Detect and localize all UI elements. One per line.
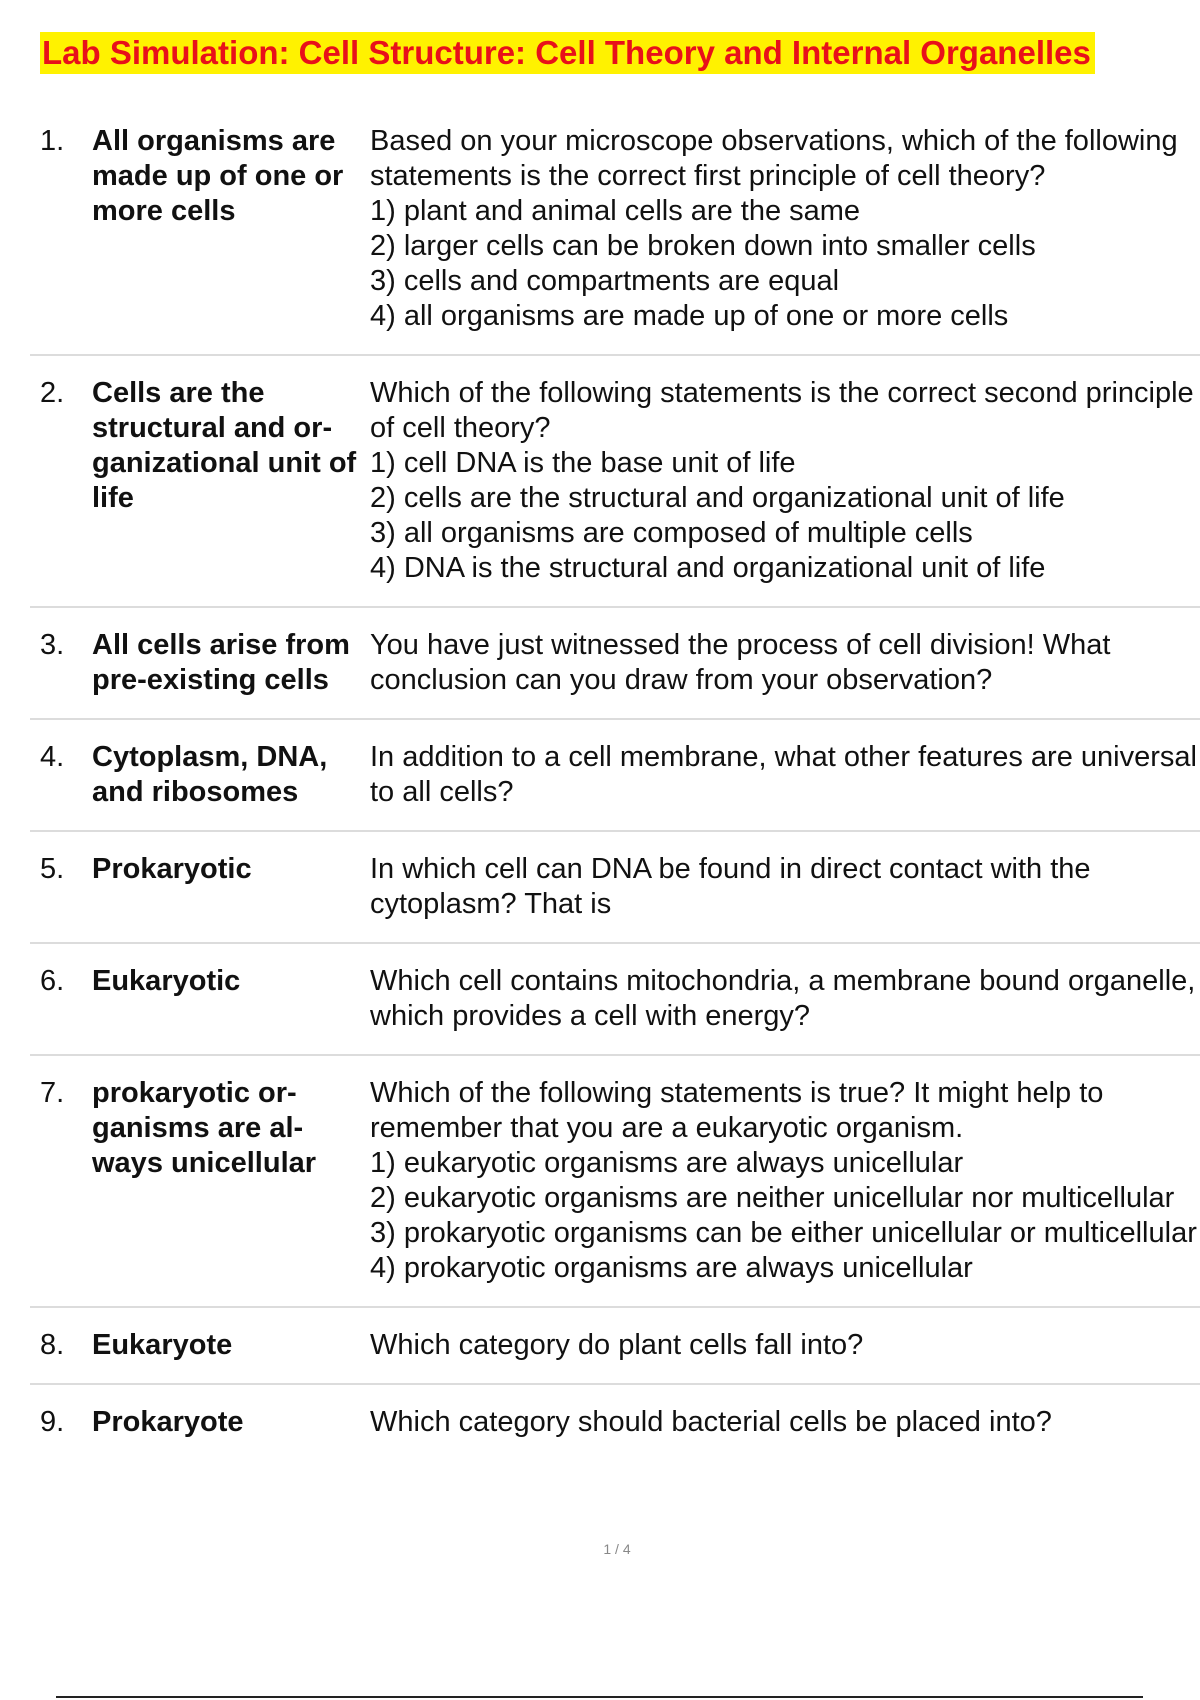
qa-item-5 — [30, 852, 1200, 944]
question-text: In addition to a cell membrane, what other features are universal to all cells? — [370, 741, 1197, 808]
qa-item-3 — [30, 628, 1200, 720]
answer-text: Cytoplasm, DNA, and ribosomes — [92, 741, 328, 808]
question-block — [370, 1405, 1200, 1440]
option-item: 2) eukaryotic organisms are neither unicellular nor multicellular — [370, 1182, 1175, 1214]
option-item: 3) cells and compartments are equal — [370, 265, 840, 297]
qa-item-6 — [30, 964, 1200, 1056]
qa-item-2 — [30, 376, 1200, 608]
question-text: Which of the following statements is true? It might help to remember that you are a eukaryotic organism. — [370, 1077, 1104, 1144]
item-number: 2. — [40, 377, 65, 409]
item-number: 4. — [40, 741, 65, 773]
answer-text: Cells are the structural and organizational unit of life — [92, 377, 357, 514]
answer-text: Eukaryotic — [92, 965, 241, 997]
answer-text: Eukaryote — [92, 1329, 233, 1361]
question-text: Based on your microscope observations, which of the following statements is the correct first principle of cell theory? — [370, 125, 1178, 192]
item-number: 7. — [40, 1077, 65, 1109]
item-number: 3. — [40, 629, 65, 661]
title-container — [40, 32, 1095, 74]
answer-text: Prokaryotic — [92, 853, 252, 885]
qa-item-4 — [30, 740, 1200, 832]
option-item: 4) prokaryotic organisms are always unicellular — [370, 1252, 973, 1284]
question-text: You have just witnessed the process of cell division! What conclusion can you draw from your observation? — [370, 629, 1111, 696]
item-number: 5. — [40, 853, 65, 885]
item-number: 8. — [40, 1329, 65, 1361]
question-text: Which category do plant cells fall into? — [370, 1329, 864, 1361]
question-text: In which cell can DNA be found in direct contact with the cytoplasm? That is — [370, 853, 1091, 920]
option-item: 1) cell DNA is the base unit of life — [370, 447, 796, 479]
qa-item-9 — [30, 1405, 1200, 1460]
option-item: 4) DNA is the structural and organizational unit of life — [370, 552, 1046, 584]
item-number: 1. — [40, 125, 65, 157]
question-text: Which cell contains mitochondria, a membrane bound organelle, which provides a cell with energy? — [370, 965, 1196, 1032]
question-block — [370, 628, 1200, 698]
question-block — [370, 1328, 1200, 1363]
qa-item-1 — [30, 124, 1200, 356]
question-block — [370, 740, 1200, 810]
qa-item-8 — [30, 1328, 1200, 1385]
option-item: 4) all organisms are made up of one or more cells — [370, 300, 1009, 332]
question-block — [370, 376, 1200, 586]
footer-divider — [56, 1696, 1143, 1698]
item-number: 9. — [40, 1406, 65, 1438]
question-text: Which of the following statements is the correct second principle of cell theory? — [370, 377, 1194, 444]
answer-text: All cells arise from pre-existing cells — [92, 629, 350, 696]
page-number: 1 / 4 — [603, 1541, 631, 1557]
answer-text: Prokaryote — [92, 1406, 244, 1438]
question-answer-list — [30, 124, 1200, 1460]
question-block — [370, 964, 1200, 1034]
answer-text: All organisms are made up of one or more cells — [92, 125, 344, 227]
option-item: 1) plant and animal cells are the same — [370, 195, 861, 227]
question-text: Which category should bacterial cells be placed into? — [370, 1406, 1052, 1438]
question-block — [370, 852, 1200, 922]
option-item: 2) larger cells can be broken down into smaller cells — [370, 230, 1036, 262]
option-item: 3) prokaryotic organisms can be either unicellular or multicellular — [370, 1217, 1197, 1249]
option-item: 2) cells are the structural and organizational unit of life — [370, 482, 1065, 514]
question-block — [370, 1076, 1200, 1286]
qa-item-7 — [30, 1076, 1200, 1308]
option-item: 3) all organisms are composed of multiple cells — [370, 517, 973, 549]
page-title: Lab Simulation: Cell Structure: Cell Theory and Internal Organelles — [40, 32, 1095, 74]
answer-text: prokaryotic organisms are always unicellular — [92, 1077, 317, 1179]
question-block — [370, 124, 1200, 334]
option-item: 1) eukaryotic organisms are always unicellular — [370, 1147, 964, 1179]
item-number: 6. — [40, 965, 65, 997]
